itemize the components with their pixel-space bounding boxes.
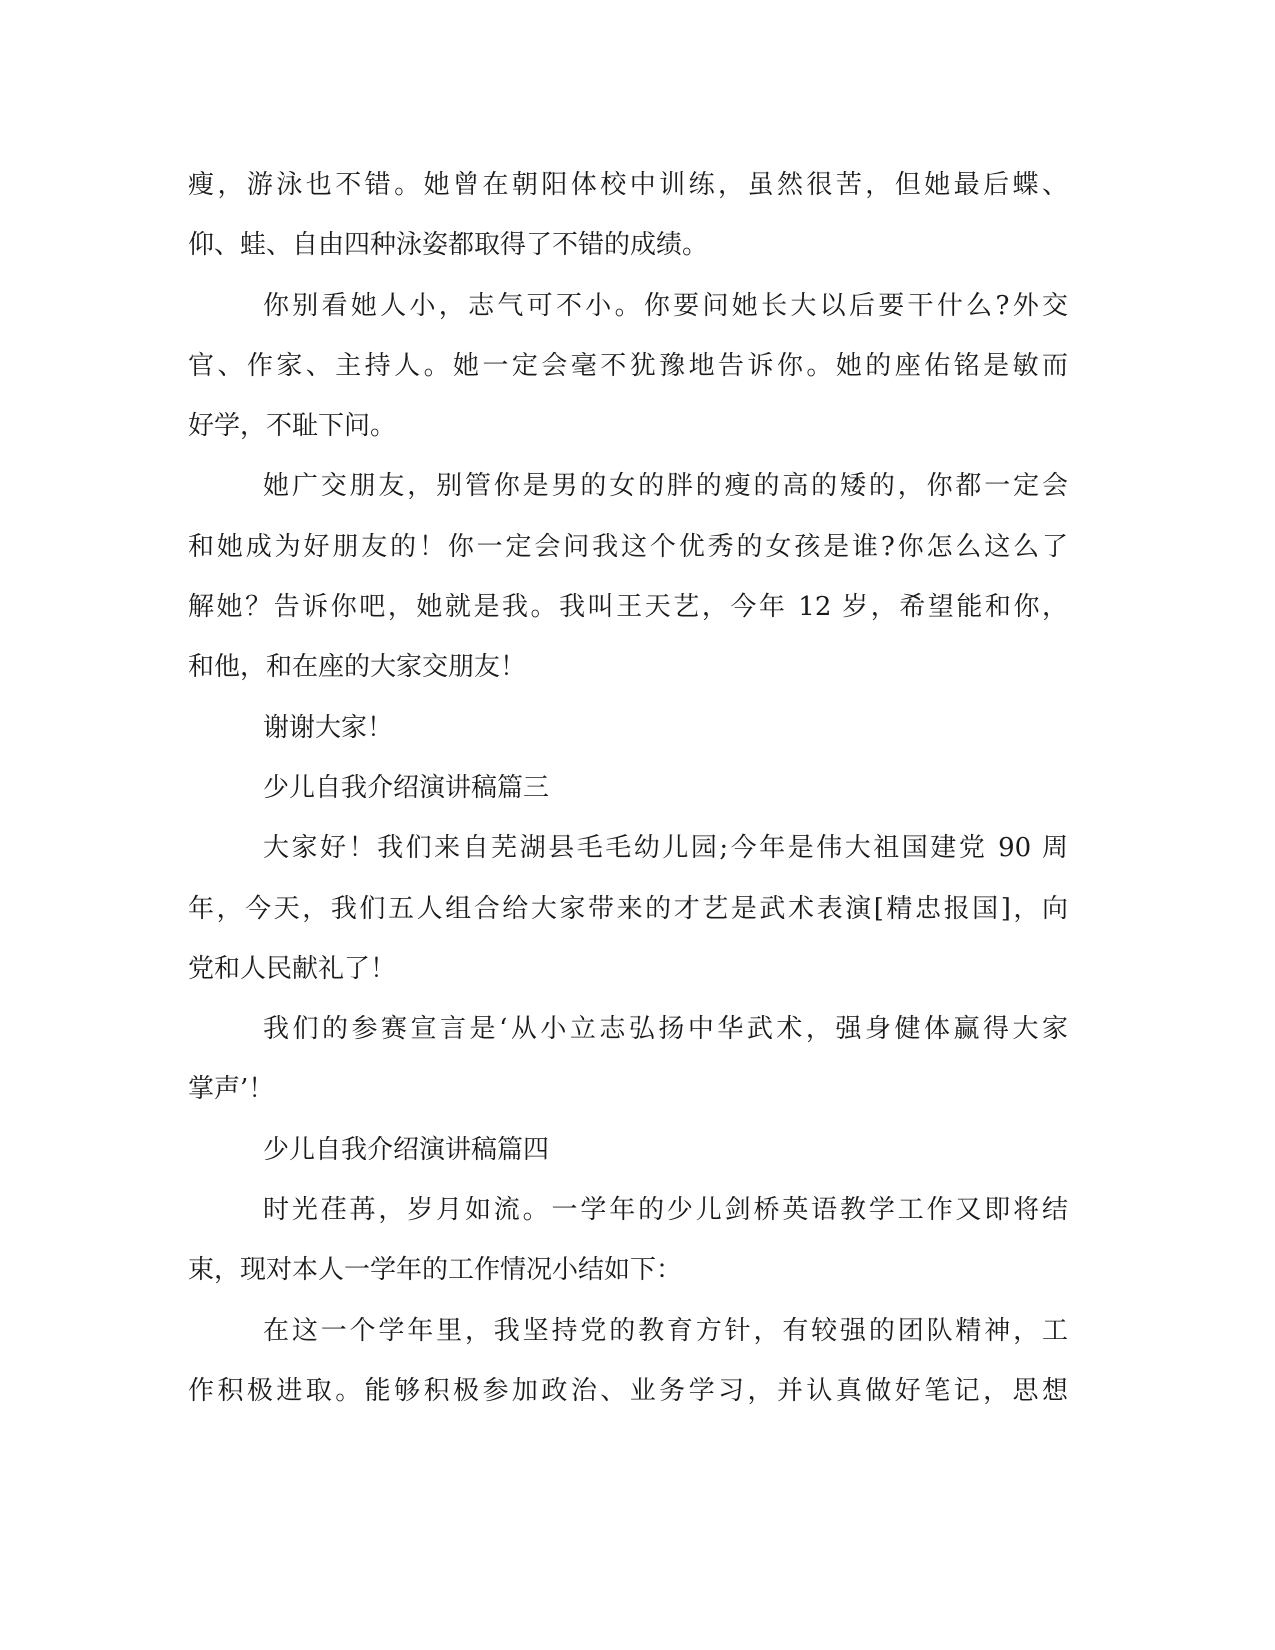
paragraph-line: 解她？告诉你吧，她就是我。我叫王天艺，今年 12 岁，希望能和你，: [188, 592, 1068, 623]
paragraph-line: 时光荏苒，岁月如流。一学年的少儿剑桥英语教学工作又即将结: [263, 1195, 1068, 1226]
paragraph-line: 束，现对本人一学年的工作情况小结如下：: [188, 1255, 683, 1286]
paragraph-line: 官、作家、主持人。她一定会毫不犹豫地告诉你。她的座佑铭是敏而: [188, 350, 1068, 381]
paragraph-line: 好学，不耻下问。: [188, 411, 397, 442]
paragraph-line: 党和人民献礼了！: [188, 953, 397, 984]
paragraph-line: 作积极进取。能够积极参加政治、业务学习，并认真做好笔记，思想: [188, 1375, 1068, 1406]
paragraph-line: 年，今天，我们五人组合给大家带来的才艺是武术表演[精忠报国]，向: [188, 893, 1068, 924]
document-body: [188, 155, 1068, 1421]
paragraph-line: 仰、蛙、自由四种泳姿都取得了不错的成绩。: [188, 230, 709, 261]
paragraph-line: 和他，和在座的大家交朋友！: [188, 652, 527, 683]
paragraph-line: 你别看她人小，志气可不小。你要问她长大以后要干什么?外交: [263, 290, 1068, 321]
paragraph-line: 在这一个学年里，我坚持党的教育方针，有较强的团队精神，工: [263, 1315, 1068, 1346]
paragraph-line: 掌声’！: [188, 1074, 275, 1105]
paragraph-line: 和她成为好朋友的！你一定会问我这个优秀的女孩是谁?你怎么这么了: [188, 531, 1068, 562]
section-heading: 少儿自我介绍演讲稿篇四: [263, 1134, 550, 1165]
paragraph-line: 瘦，游泳也不错。她曾在朝阳体校中训练，虽然很苦，但她最后蝶、: [188, 170, 1068, 200]
paragraph-line: 谢谢大家！: [263, 712, 394, 743]
section-heading: 少儿自我介绍演讲稿篇三: [263, 772, 550, 803]
paragraph-line: 她广交朋友，别管你是男的女的胖的瘦的高的矮的，你都一定会: [263, 471, 1068, 502]
paragraph-line: 我们的参赛宣言是‘从小立志弘扬中华武术，强身健体赢得大家: [263, 1014, 1068, 1045]
paragraph-line: 大家好！我们来自芜湖县毛毛幼儿园;今年是伟大祖国建党 90 周: [263, 833, 1068, 864]
